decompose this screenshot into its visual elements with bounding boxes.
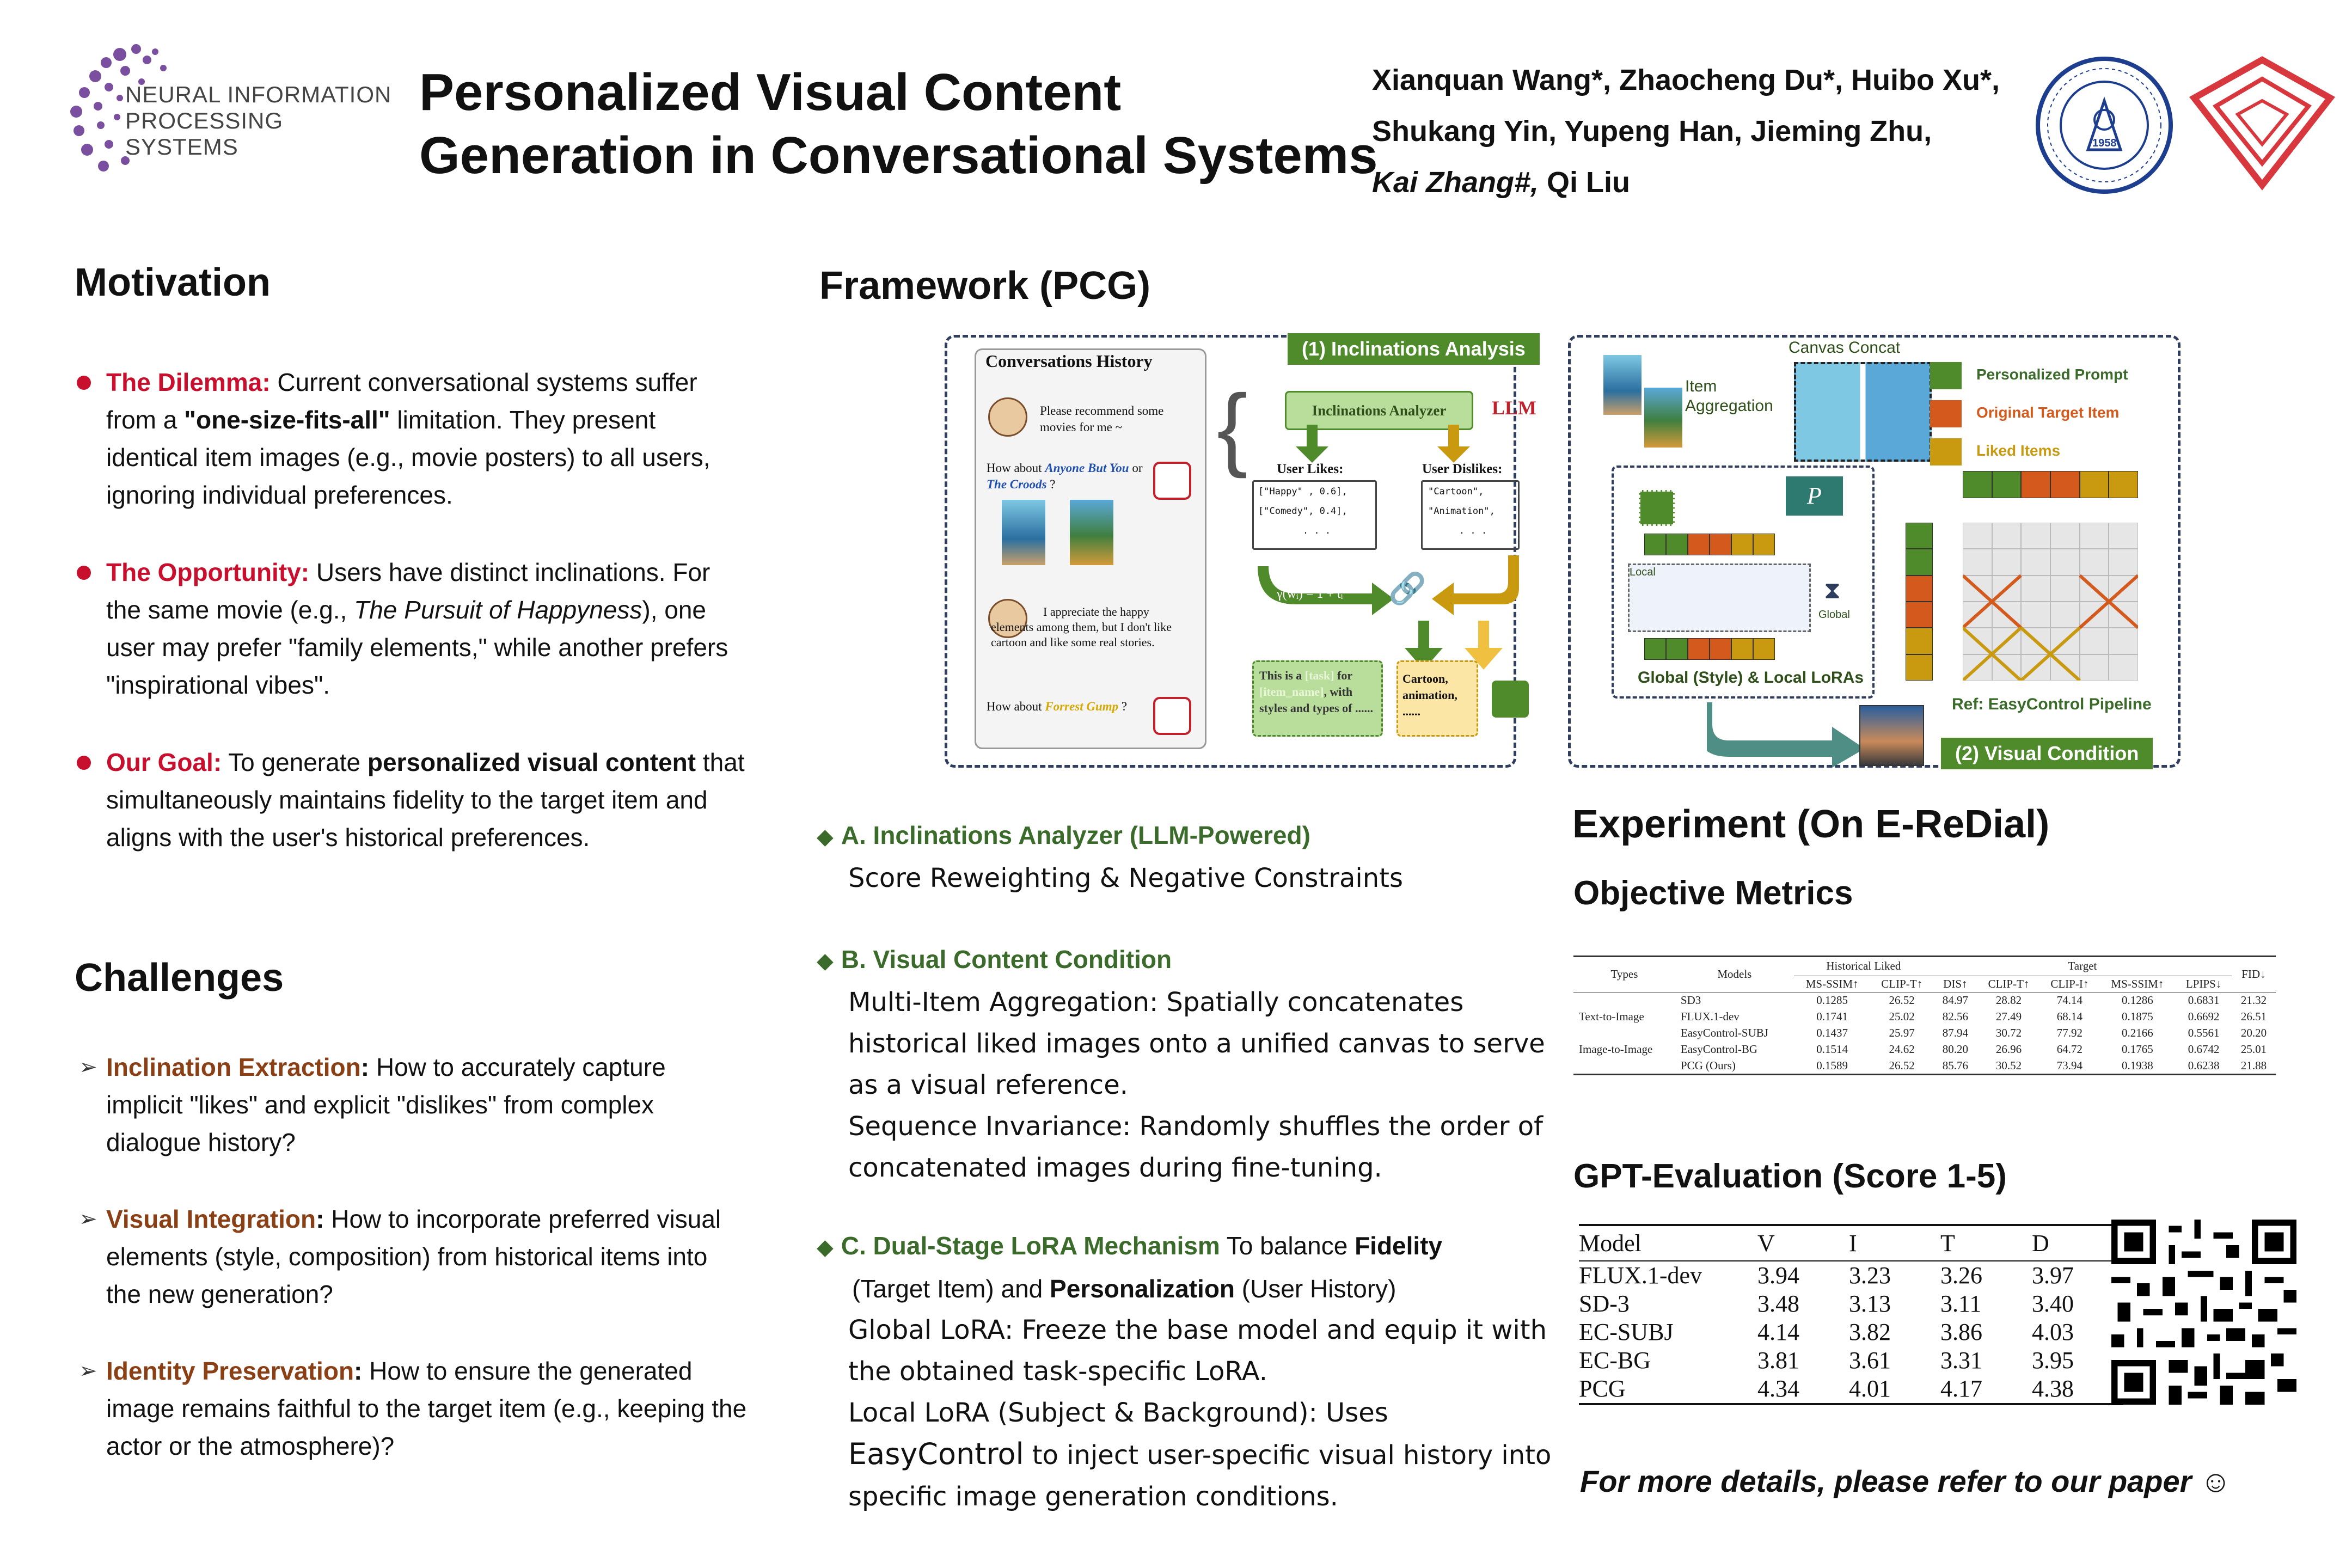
diamond-bullet-icon: ◆ <box>817 949 834 973</box>
prompt-text: This is a <box>1259 669 1305 682</box>
obj-sub-header: MS-SSIM↑ <box>1805 977 1859 990</box>
section-c-sub1-text: : Freeze the base model and equip it with the obtained task-specific LoRA. <box>848 1315 1547 1387</box>
user-dislikes-title: User Dislikes: <box>1422 462 1503 476</box>
obj-value-cell: 74.14 <box>2056 993 2082 1007</box>
likes-line: ["Happy" , 0.6], <box>1258 486 1347 497</box>
obj-value-cell: 28.82 <box>1995 993 2022 1007</box>
poster-thumb <box>1070 500 1113 565</box>
item-aggregation-label: Item Aggregation <box>1685 377 1773 415</box>
obj-sub-header: CLIP-I↑ <box>2050 977 2089 990</box>
bot-movie2: The Croods <box>987 477 1047 491</box>
experiment-heading: Experiment (On E-ReDial) <box>1572 803 2050 846</box>
obj-value-cell: 82.56 <box>1942 1009 1968 1023</box>
dislikes-line: "Animation", <box>1428 506 1495 517</box>
dilemma-text: Current conversational systems suffer from a <box>106 368 697 434</box>
legend-personalized-swatch <box>1930 362 1962 389</box>
section-a-body: Score Reweighting & Negative Constraints <box>848 863 1403 893</box>
user-message-1: Please recommend some movies for me ~ <box>1040 404 1164 434</box>
obj-value-cell: 24.62 <box>1889 1042 1915 1056</box>
title-line2: Generation in Conversational Systems <box>419 126 1378 185</box>
obj-value-cell: 0.1437 <box>1816 1026 1848 1039</box>
gpt-score-cell: 3.48 <box>1757 1290 1799 1317</box>
gpt-header: I <box>1849 1229 1857 1257</box>
obj-model-cell: SD3 <box>1680 993 1701 1007</box>
objective-metrics-table <box>1573 957 2276 1074</box>
gpt-header: T <box>1940 1229 1955 1257</box>
obj-type-cell <box>1573 992 1675 1008</box>
gpt-score-cell: 4.03 <box>2032 1319 2074 1345</box>
challenge-item: ➢ Inclination Extraction: How to accurately capture implicit "likes" and explicit "dislikes" from complex dialogue history? <box>79 1049 749 1161</box>
attention-token-col <box>1906 523 1933 681</box>
arrow-bullet-icon: ➢ <box>79 1055 97 1079</box>
reweight-formula: γ(wᵢ) = 1 + tᵢ <box>1277 587 1343 601</box>
opportunity-text: Users have distinct inclinations. For the same movie (e.g., <box>106 558 710 624</box>
author-qi-liu: Qi Liu <box>1539 166 1631 199</box>
gpt-eval-table <box>1579 1226 2123 1403</box>
obj-value-cell: 68.14 <box>2056 1009 2082 1023</box>
obj-value-cell: 27.49 <box>1995 1009 2022 1023</box>
challenge-label: Visual Integration <box>106 1205 316 1233</box>
obj-value-cell: 26.96 <box>1995 1042 2022 1056</box>
col-target: Target <box>1933 957 2232 976</box>
gpt-model-cell: PCG <box>1579 1375 1626 1402</box>
obj-value-cell: 0.1938 <box>2121 1058 2153 1072</box>
motivation-heading: Motivation <box>75 261 271 304</box>
global-hourglass-icon: ⧗ <box>1824 577 1841 604</box>
diamond-bullet-icon: ◆ <box>817 825 834 849</box>
col-types: Types <box>1610 967 1638 981</box>
opportunity-text2: ), one user may prefer "family elements," while another prefers "inspirational vibes". <box>106 596 728 699</box>
bot-msg1-pre: How about <box>987 461 1045 475</box>
section-b <box>817 939 1557 1189</box>
obj-value-cell: 0.1765 <box>2121 1042 2153 1056</box>
obj-value-cell: 30.52 <box>1995 1058 2022 1072</box>
obj-value-cell: 26.52 <box>1889 993 1915 1007</box>
global-label: Global <box>1818 609 1850 621</box>
obj-value-cell: 26.52 <box>1889 1058 1915 1072</box>
obj-value-cell: 73.94 <box>2056 1058 2082 1072</box>
challenge-text: How to accurately capture implicit "likes" and explicit "dislikes" from complex dialogue history? <box>106 1053 666 1156</box>
user-likes-box <box>1252 480 1377 550</box>
gpt-table-row <box>1579 1318 2123 1346</box>
gpt-header: V <box>1757 1229 1775 1257</box>
user-dislikes-box <box>1421 480 1520 550</box>
col-fid: FID↓ <box>2241 967 2266 981</box>
section-c-personalization: Personalization <box>1050 1275 1235 1303</box>
robot-avatar <box>1153 697 1191 735</box>
obj-value-cell: 0.2166 <box>2121 1026 2153 1039</box>
obj-sub-header: MS-SSIM↑ <box>2111 977 2164 990</box>
framework-heading: Framework (PCG) <box>819 264 1151 308</box>
section-c-line2b: (User History) <box>1235 1275 1396 1303</box>
goal-label: Our Goal <box>106 748 213 776</box>
gpt-score-cell: 4.38 <box>2032 1375 2074 1402</box>
gpt-score-cell: 3.13 <box>1849 1290 1891 1317</box>
negative-prompt-box: Cartoon, animation, ...... <box>1396 660 1478 737</box>
robot-avatar <box>1153 462 1191 500</box>
authors-line3 <box>1372 157 2000 208</box>
gpt-score-cell: 3.86 <box>1940 1319 1982 1345</box>
obj-value-cell: 64.72 <box>2056 1042 2082 1056</box>
obj-value-cell: 25.01 <box>2240 1042 2267 1056</box>
ustc-seal-icon <box>2033 54 2175 196</box>
gpt-table-wrap <box>1579 1224 2123 1405</box>
section-b-sub1-text: : Spatially concatenates historical liked images onto a unified canvas to serve as a visual reference. <box>848 987 1545 1100</box>
bot-message-2 <box>987 700 1127 714</box>
gpt-header: Model <box>1579 1229 1641 1257</box>
obj-value-cell: 0.1514 <box>1816 1042 1848 1056</box>
challenge-label: Identity Preservation <box>106 1357 354 1385</box>
section-c-sub2-label: Local LoRA <box>848 1398 990 1428</box>
obj-value-cell: 25.97 <box>1889 1026 1915 1039</box>
section-b-sub1-label: Multi-Item Aggregation <box>848 987 1149 1018</box>
obj-value-cell: 0.1589 <box>1816 1058 1848 1072</box>
gpt-model-cell: SD-3 <box>1579 1290 1630 1317</box>
goal-text: To generate <box>228 748 367 776</box>
attention-token-row <box>1963 471 2138 498</box>
tag-visual-condition: (2) Visual Condition <box>1941 738 2153 769</box>
gpt-table-row <box>1579 1346 2123 1375</box>
gpt-score-cell: 4.01 <box>1849 1375 1891 1402</box>
bot-movie3: Forrest Gump <box>1045 700 1119 713</box>
obj-value-cell: 0.6692 <box>2188 1009 2220 1023</box>
prompt-item: [item_name] <box>1259 685 1324 699</box>
author-kai-zhang: Kai Zhang#, <box>1372 166 1539 199</box>
legend-liked-label: Liked Items <box>1976 442 2061 459</box>
likes-line: . . . <box>1302 525 1331 536</box>
bullet-dot-icon <box>77 376 91 390</box>
bot-movie1: Anyone But You <box>1045 461 1129 475</box>
brace-icon: { <box>1217 376 1248 479</box>
obj-value-cell: 87.94 <box>1942 1026 1968 1039</box>
obj-value-cell: 84.97 <box>1942 993 1968 1007</box>
obj-type-cell: Text-to-Image <box>1579 1009 1644 1023</box>
challenge-label: Inclination Extraction <box>106 1053 361 1081</box>
objective-metrics-heading: Objective Metrics <box>1573 874 1853 912</box>
challenge-text: How to incorporate preferred visual elements (style, composition) from historical items into the new generation? <box>106 1205 721 1308</box>
authors-line1: Xianquan Wang*, Zhaocheng Du*, Huibo Xu*, <box>1372 64 2000 96</box>
likes-line: ["Comedy", 0.4], <box>1258 506 1347 517</box>
prompt-text: , with styles and types of ...... <box>1259 685 1374 715</box>
obj-value-cell: 0.1286 <box>2121 993 2153 1007</box>
bullet-dot-icon <box>77 756 91 770</box>
attention-mask-grid <box>1963 523 2138 681</box>
dilemma-bold: "one-size-fits-all" <box>184 406 390 434</box>
gpt-score-cell: 3.82 <box>1849 1319 1891 1345</box>
obj-table-row <box>1573 1057 2276 1074</box>
obj-value-cell: 21.32 <box>2240 993 2267 1007</box>
lab-shield-icon <box>2183 54 2341 191</box>
personalized-prompt-box <box>1252 660 1383 737</box>
motivation-item-dilemma: The Dilemma: Current conversational systems suffer from a "one-size-fits-all" limitation. They present identical item images (e.g., movie posters) to all users, ignoring individual preferences. <box>79 364 749 514</box>
qr-code-icon[interactable] <box>2111 1220 2296 1405</box>
gpt-score-cell: 3.40 <box>2032 1290 2074 1317</box>
obj-sub-header: CLIP-T↑ <box>1988 977 2030 990</box>
token-strip <box>1644 534 1775 555</box>
obj-value-cell: 77.92 <box>2056 1026 2082 1039</box>
goal-bold: personalized visual content <box>367 748 696 776</box>
obj-model-cell: EasyControl-SUBJ <box>1680 1026 1768 1039</box>
user-message-2: I appreciate the happy elements among them, but I don't like cartoon and like some real stories. <box>991 605 1172 649</box>
section-c-line2a: (Target Item) and <box>852 1275 1050 1303</box>
prompt-text: for <box>1334 669 1352 682</box>
gpt-score-cell: 3.61 <box>1849 1347 1891 1374</box>
poster-thumb <box>1002 500 1045 565</box>
obj-value-cell: 0.5561 <box>2188 1026 2220 1039</box>
dilemma-text2: limitation. They present identical item images (e.g., movie posters) to all users, ignoring individual preferences. <box>106 406 710 509</box>
section-a <box>817 814 1557 899</box>
bot-msg1-mid: or <box>1129 461 1143 475</box>
arrow-bullet-icon: ➢ <box>79 1359 97 1383</box>
bullet-dot-icon <box>77 566 91 580</box>
section-c <box>817 1225 1557 1517</box>
legend-original-swatch <box>1930 400 1962 427</box>
g-icon-small <box>1639 490 1675 526</box>
opportunity-italic: The Pursuit of Happyness <box>354 596 642 624</box>
poster-title <box>419 61 1378 187</box>
bot-message-1 <box>987 460 1155 493</box>
legend-personalized-label: Personalized Prompt <box>1976 366 2128 383</box>
neurips-logo-line1: NEURAL INFORMATION <box>125 82 392 107</box>
dilemma-label: The Dilemma <box>106 368 262 396</box>
gpt-table-row <box>1579 1261 2123 1290</box>
obj-type-cell <box>1573 1057 1675 1074</box>
col-historical-liked: Historical Liked <box>1794 957 1933 976</box>
obj-value-cell: 0.6742 <box>2188 1042 2220 1056</box>
prompt-task: [task] <box>1304 669 1334 682</box>
section-c-easycontrol: EasyControl <box>848 1437 1024 1471</box>
p-symbol-box: P <box>1786 476 1843 516</box>
gpt-eval-heading: GPT-Evaluation (Score 1-5) <box>1573 1157 2007 1195</box>
g-symbol-icon <box>1492 681 1529 718</box>
section-c-title-tail: To balance <box>1220 1232 1355 1260</box>
gpt-score-cell: 3.94 <box>1757 1262 1799 1289</box>
objective-table-wrap <box>1573 955 2276 1075</box>
gpt-score-cell: 3.11 <box>1940 1290 1982 1317</box>
obj-value-cell: 26.51 <box>2240 1009 2267 1023</box>
authors-line2: Shukang Yin, Yupeng Han, Jieming Zhu, <box>1372 115 1932 148</box>
obj-type-cell: Image-to-Image <box>1579 1042 1653 1056</box>
gpt-score-cell: 3.81 <box>1757 1347 1799 1374</box>
challenge-text: How to ensure the generated image remains faithful to the target item (e.g., keeping the actor or the atmosphere)? <box>106 1357 747 1460</box>
section-b-sub2-label: Sequence Invariance <box>848 1111 1123 1142</box>
neurips-logo <box>54 38 403 180</box>
section-b-title: B. Visual Content Condition <box>841 945 1172 973</box>
obj-value-cell: 80.20 <box>1942 1042 1968 1056</box>
seal-year: 1958 <box>2092 137 2117 149</box>
ref-caption: Ref: EasyControl Pipeline <box>1952 695 2152 713</box>
challenge-item: ➢ Identity Preservation: How to ensure the generated image remains faithful to the target item (e.g., keeping the actor or the atmosphere)? <box>79 1352 749 1465</box>
obj-value-cell: 0.6238 <box>2188 1058 2220 1072</box>
obj-value-cell: 21.88 <box>2240 1058 2267 1072</box>
obj-table-row <box>1573 1041 2276 1057</box>
opportunity-label: The Opportunity <box>106 558 301 586</box>
col-models: Models <box>1717 967 1752 981</box>
canvas-concat-label: Canvas Concat <box>1788 339 1901 357</box>
gpt-score-cell: 3.97 <box>2032 1262 2074 1289</box>
goal-text2: that simultaneously maintains fidelity to the target item and aligns with the user's historical preferences. <box>106 748 745 852</box>
obj-value-cell: 0.6831 <box>2188 993 2220 1007</box>
section-c-fidelity: Fidelity <box>1355 1232 1443 1260</box>
dislikes-line: "Cartoon", <box>1428 486 1484 497</box>
gpt-header: D <box>2032 1229 2049 1257</box>
obj-value-cell: 0.1285 <box>1816 993 1848 1007</box>
obj-model-cell: FLUX.1-dev <box>1680 1009 1739 1023</box>
gpt-score-cell: 4.14 <box>1757 1319 1799 1345</box>
conversation-title: Conversations History <box>985 351 1153 371</box>
gpt-table-row <box>1579 1375 2123 1403</box>
footer-note: For more details, please refer to our paper ☺ <box>1580 1464 2232 1498</box>
section-c-sub2-text: to inject user-specific visual history into specific image generation conditions. <box>848 1440 1552 1512</box>
local-label: Local <box>1630 566 1656 578</box>
obj-value-cell: 85.76 <box>1942 1058 1968 1072</box>
gpt-score-cell: 4.17 <box>1940 1375 1982 1402</box>
section-a-title: A. Inclinations Analyzer (LLM-Powered) <box>841 821 1310 849</box>
gpt-score-cell: 3.95 <box>2032 1347 2074 1374</box>
token-strip <box>1644 638 1775 660</box>
poster-thumb <box>1603 355 1641 415</box>
obj-table-row <box>1573 1025 2276 1041</box>
section-b-sub2-text: : Randomly shuffles the order of concatenated images during fine-tuning. <box>848 1111 1543 1183</box>
tag-inclinations-analysis: (1) Inclinations Analysis <box>1288 333 1540 365</box>
gpt-score-cell: 3.26 <box>1940 1262 1982 1289</box>
arrow-bullet-icon: ➢ <box>79 1207 97 1231</box>
diamond-bullet-icon: ◆ <box>817 1235 834 1259</box>
bot-msg2-pre: How about <box>987 700 1045 713</box>
obj-type-cell <box>1573 1025 1675 1041</box>
obj-table-row <box>1573 992 2276 1008</box>
obj-value-cell: 0.1741 <box>1816 1009 1848 1023</box>
section-c-sub2-mid: (Subject & Background): Uses <box>989 1398 1388 1428</box>
ustc-seal-logo <box>2033 54 2175 196</box>
gpt-score-cell: 3.31 <box>1940 1347 1982 1374</box>
legend-liked-swatch <box>1930 438 1962 465</box>
bot-msg2-end: ? <box>1118 700 1128 713</box>
user-likes-title: User Likes: <box>1277 462 1344 476</box>
legend-original-label: Original Target Item <box>1976 404 2120 421</box>
gpt-score-cell: 4.34 <box>1757 1375 1799 1402</box>
gpt-model-cell: FLUX.1-dev <box>1579 1262 1702 1289</box>
poster-thumb <box>1644 388 1682 448</box>
neurips-logo-line2: PROCESSING SYSTEMS <box>125 108 284 160</box>
bot-msg1-end: ? <box>1046 477 1056 491</box>
obj-value-cell: 30.72 <box>1995 1026 2022 1039</box>
challenge-item: ➢ Visual Integration: How to incorporate preferred visual elements (style, composition) from historical items into the new generation? <box>79 1200 749 1313</box>
obj-table-row <box>1573 1008 2276 1025</box>
inclinations-analyzer-box: Inclinations Analyzer <box>1285 391 1473 430</box>
obj-sub-header: DIS↑ <box>1943 977 1968 990</box>
section-c-sub1-label: Global LoRA <box>848 1315 1005 1345</box>
authors <box>1372 54 2000 208</box>
gpt-table-row <box>1579 1290 2123 1318</box>
gpt-model-cell: EC-BG <box>1579 1347 1651 1374</box>
gpt-model-cell: EC-SUBJ <box>1579 1319 1674 1345</box>
challenges-heading: Challenges <box>75 956 284 1000</box>
user-avatar <box>988 397 1027 437</box>
lab-logo <box>2183 54 2341 191</box>
obj-value-cell: 25.02 <box>1889 1009 1915 1023</box>
generated-poster <box>1859 705 1924 766</box>
llm-label: LLM <box>1492 397 1537 419</box>
obj-model-cell: PCG (Ours) <box>1680 1058 1736 1072</box>
canvas-concat-box <box>1794 362 1932 462</box>
lora-caption: Global (Style) & Local LoRAs <box>1638 669 1864 687</box>
dislikes-line: . . . <box>1459 525 1487 536</box>
obj-value-cell: 0.1875 <box>2121 1009 2153 1023</box>
obj-sub-header: CLIP-T↑ <box>1881 977 1923 990</box>
gpt-score-cell: 3.23 <box>1849 1262 1891 1289</box>
title-line1: Personalized Visual Content <box>419 63 1122 121</box>
obj-sub-header: LPIPS↓ <box>2185 977 2222 990</box>
obj-value-cell: 20.20 <box>2240 1026 2267 1039</box>
obj-model-cell: EasyControl-BG <box>1680 1042 1758 1056</box>
motivation-item-opportunity: The Opportunity: Users have distinct inclinations. For the same movie (e.g., The Pursuit of Happyness), one user may prefer "family elements," while another prefers "inspirational vibes". <box>79 554 749 704</box>
motivation-item-goal: Our Goal: To generate personalized visual content that simultaneously maintains fidelity to the target item and aligns with the user's historical preferences. <box>79 744 749 856</box>
output-arrow <box>1707 702 1881 768</box>
link-chain-icon: 🔗 <box>1388 571 1426 605</box>
section-c-title: C. Dual-Stage LoRA Mechanism <box>841 1232 1220 1260</box>
